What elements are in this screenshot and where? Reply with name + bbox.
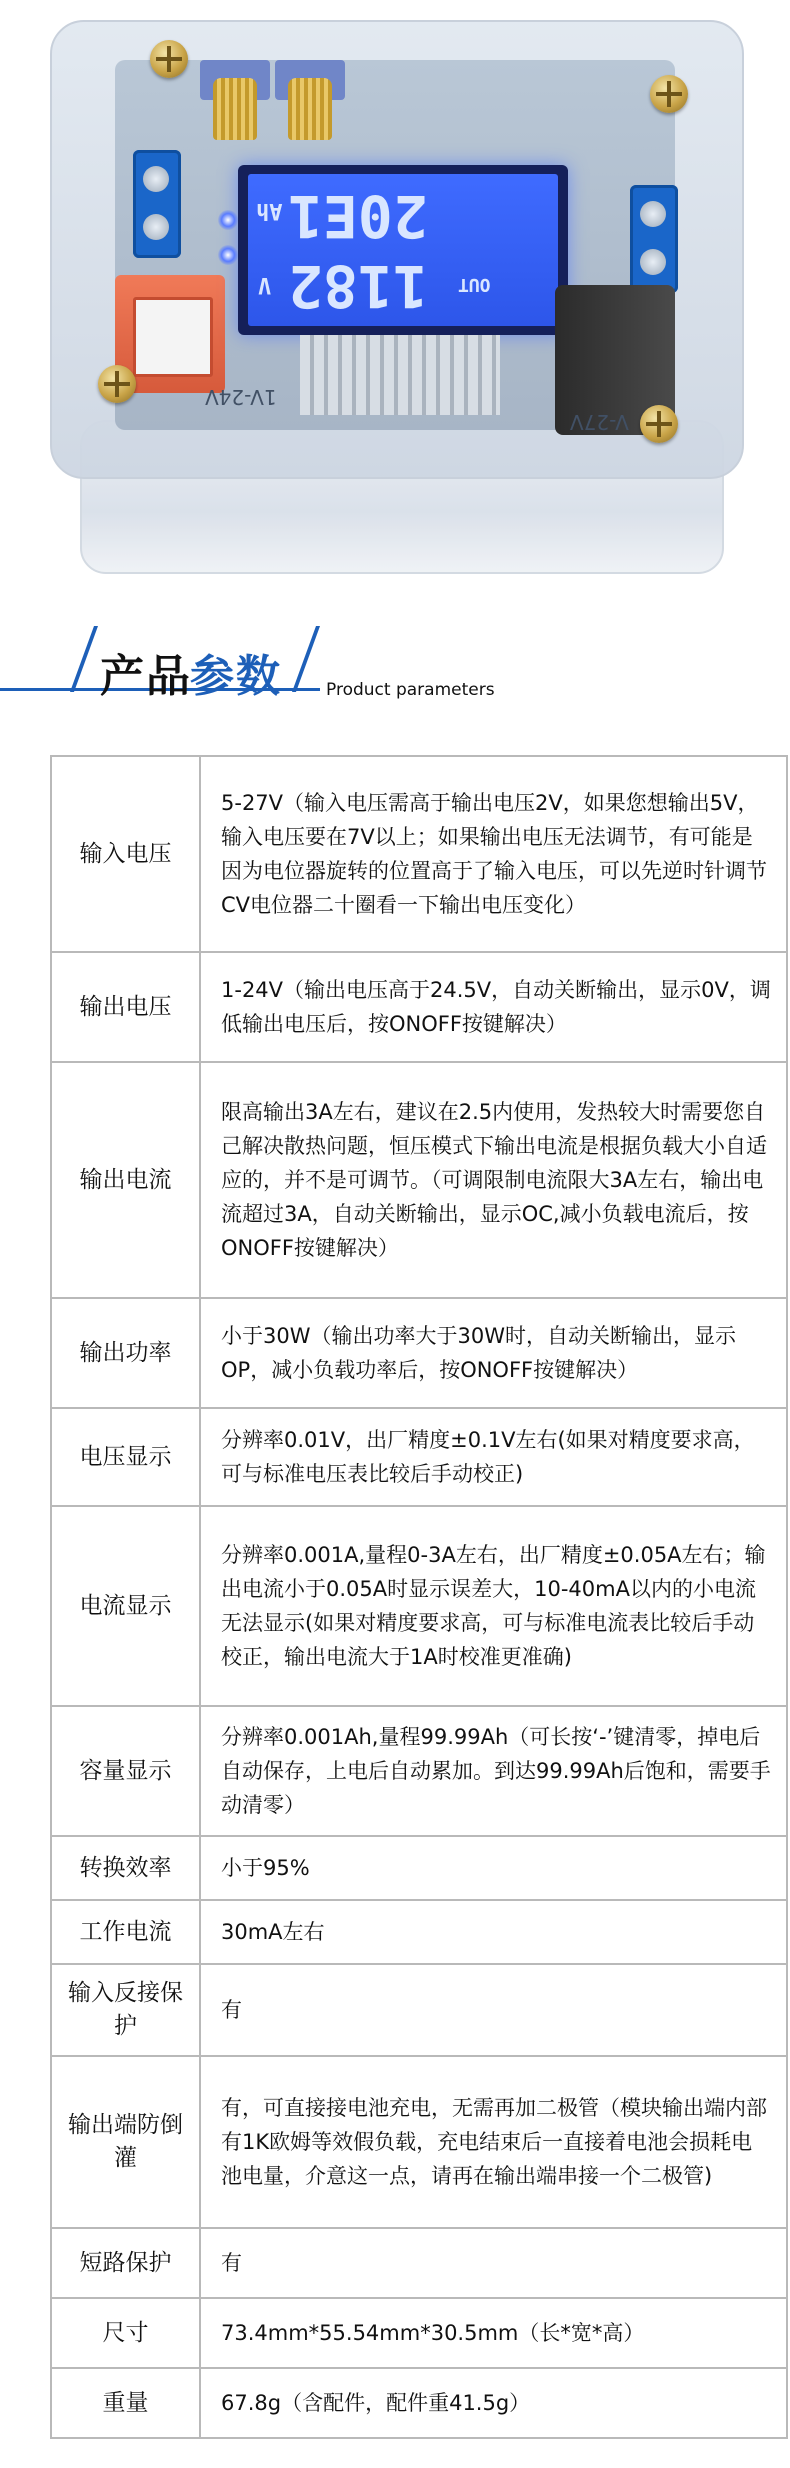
- table-row: [51, 1964, 787, 2056]
- spec-value: 分辨率0.001A,量程0-3A左右，出厂精度±0.05A左右；输出电流小于0.05A时显示误差大，10-40mA以内的小电流无法显示(如果对精度要求高，可与标准电流表比较后手动校正，输出电流大于1A时校准更准确): [200, 1506, 787, 1706]
- spec-label: 输出功率: [51, 1298, 200, 1408]
- section-title-part2: 参数: [190, 651, 282, 702]
- spec-value: 67.8g（含配件，配件重41.5g）: [200, 2368, 787, 2438]
- cv-potentiometer: [213, 78, 257, 140]
- spec-label: 短路保护: [51, 2228, 200, 2298]
- status-led: [218, 245, 238, 265]
- section-header: [0, 630, 790, 710]
- spec-label: 尺寸: [51, 2298, 200, 2368]
- output-terminal-block: [630, 185, 678, 293]
- table-row: [51, 2056, 787, 2228]
- spec-value: 分辨率0.01V，出厂精度±0.1V左右(如果对精度要求高，可与标准电压表比较后手动校正): [200, 1408, 787, 1506]
- table-row: [51, 2368, 787, 2438]
- screw-icon: [650, 75, 688, 113]
- spec-value: 1-24V（输出电压高于24.5V，自动关断输出，显示0V，调低输出电压后，按ONOFF按键解决）: [200, 952, 787, 1062]
- product-photo: [0, 0, 790, 610]
- spec-label: 电压显示: [51, 1408, 200, 1506]
- spec-value: 有: [200, 2228, 787, 2298]
- spec-value: 有: [200, 1964, 787, 2056]
- lcd-capacity-reading: 20E1: [288, 182, 428, 250]
- heatsink: [300, 335, 500, 415]
- spec-label: 重量: [51, 2368, 200, 2438]
- lcd-voltage-unit: V: [258, 272, 272, 297]
- table-row: [51, 952, 787, 1062]
- cc-potentiometer: [288, 78, 332, 140]
- table-row: [51, 1298, 787, 1408]
- header-slash-left: [70, 626, 98, 692]
- spec-value: 限高输出3A左右，建议在2.5内使用，发热较大时需要您自己解决散热问题，恒压模式下输出电流是根据负载大小自适应的，并不是可调节。（可调限制电流限大3A左右，输出电流超过3A，自动关断输出，显示OC,减小负载电流后，按ONOFF按键解决）: [200, 1062, 787, 1298]
- table-row: [51, 1706, 787, 1836]
- pcb-silkscreen-label: 1V-24V: [205, 385, 277, 409]
- spec-value: 分辨率0.001Ah,量程99.99Ah（可长按‘-’键清零，掉电后自动保存，上电后自动累加。到达99.99Ah后饱和，需要手动清零）: [200, 1706, 787, 1836]
- table-row: [51, 2298, 787, 2368]
- table-row: [51, 1408, 787, 1506]
- lcd-out-indicator: OUT: [458, 274, 491, 295]
- table-row: [51, 2228, 787, 2298]
- spec-label: 电流显示: [51, 1506, 200, 1706]
- spec-label: 输出电压: [51, 952, 200, 1062]
- spec-label: 转换效率: [51, 1836, 200, 1900]
- screw-icon: [98, 365, 136, 403]
- section-subtitle: Product parameters: [326, 680, 495, 700]
- spec-label: 输入反接保护: [51, 1964, 200, 2056]
- status-led: [218, 210, 238, 230]
- table-row: [51, 1836, 787, 1900]
- spec-label: 容量显示: [51, 1706, 200, 1836]
- screw-icon: [150, 40, 188, 78]
- input-terminal-block: [133, 150, 181, 258]
- table-row: [51, 756, 787, 952]
- spec-value: 小于30W（输出功率大于30W时，自动关断输出，显示OP，减小负载功率后，按ONOFF按键解决）: [200, 1298, 787, 1408]
- spec-table: [50, 755, 788, 2439]
- screw-icon: [640, 405, 678, 443]
- section-title-part1: 产品: [100, 651, 192, 702]
- table-row: [51, 1900, 787, 1964]
- spec-label: 工作电流: [51, 1900, 200, 1964]
- spec-label: 输出电流: [51, 1062, 200, 1298]
- spec-label: 输入电压: [51, 756, 200, 952]
- spec-value: 30mA左右: [200, 1900, 787, 1964]
- pcb-silkscreen-label: V-27V: [570, 410, 629, 434]
- spec-value: 小于95%: [200, 1836, 787, 1900]
- lcd-capacity-unit: Ah: [256, 198, 283, 223]
- lcd-voltage-reading: 1182: [288, 252, 428, 320]
- table-row: [51, 1506, 787, 1706]
- table-row: [51, 1062, 787, 1298]
- spec-value: 5-27V（输入电压需高于输出电压2V，如果您想输出5V，输入电压要在7V以上；如果输出电压无法调节，有可能是因为电位器旋转的位置高于了输入电压，可以先逆时针调节CV电位器二十圈看一下输出电压变化）: [200, 756, 787, 952]
- lcd-display: [248, 174, 558, 326]
- spec-value: 73.4mm*55.54mm*30.5mm（长*宽*高）: [200, 2298, 787, 2368]
- spec-label: 输出端防倒灌: [51, 2056, 200, 2228]
- header-slash-right: [292, 626, 320, 692]
- spec-value: 有，可直接接电池充电，无需再加二极管（模块输出端内部有1K欧姆等效假负载，充电结束后一直接着电池会损耗电池电量，介意这一点，请再在输出端串接一个二极管): [200, 2056, 787, 2228]
